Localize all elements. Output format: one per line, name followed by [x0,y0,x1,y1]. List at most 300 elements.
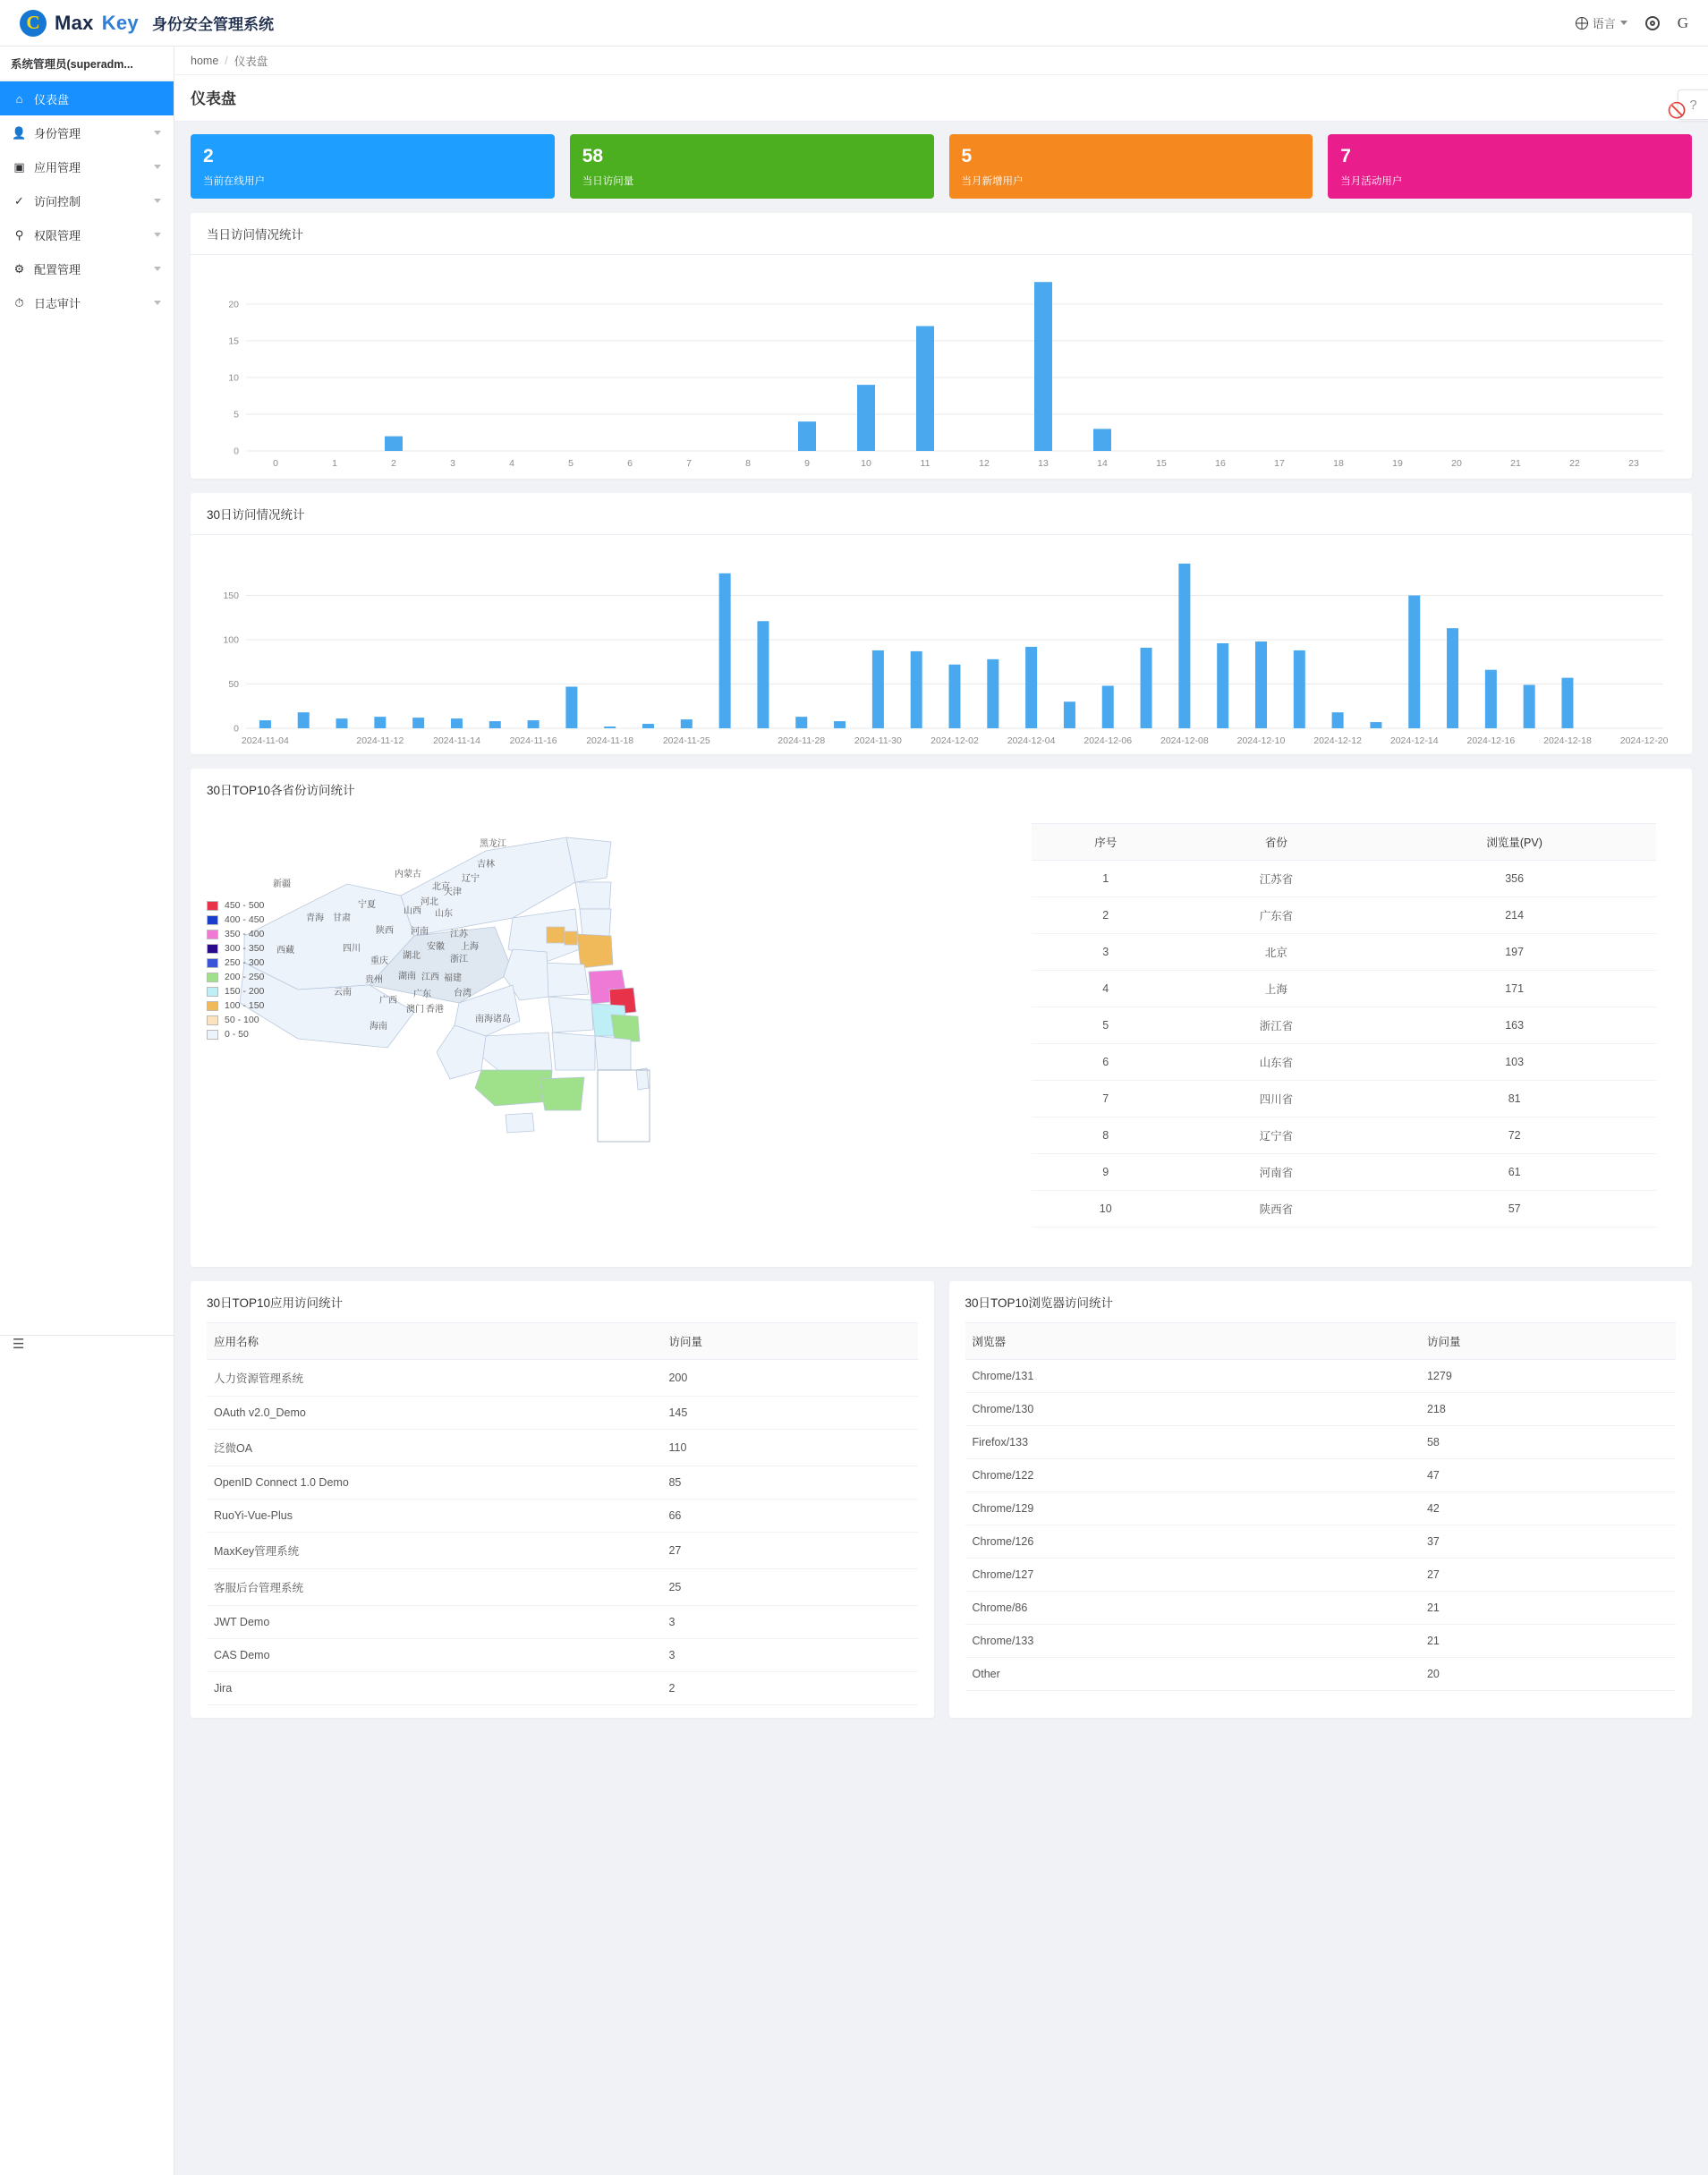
svg-text:7: 7 [686,458,692,469]
svg-text:新疆: 新疆 [273,879,291,889]
table-cell: OpenID Connect 1.0 Demo [207,1466,661,1500]
svg-text:13: 13 [1038,458,1049,469]
table-cell: 57 [1372,1191,1656,1228]
table-cell: 85 [661,1466,917,1500]
svg-text:18: 18 [1333,458,1344,469]
svg-text:15: 15 [228,336,239,347]
province-table [1032,823,1656,1228]
svg-text:2024-11-30: 2024-11-30 [854,735,902,746]
table-row [965,1658,1677,1691]
chevron-down-icon [154,233,161,237]
key-icon: ⚲ [14,227,24,242]
table-cell: 7 [1032,1081,1179,1117]
svg-text:10: 10 [861,458,871,469]
table-cell: 218 [1420,1393,1676,1426]
svg-text:福建: 福建 [444,973,462,983]
table-cell: Other [965,1658,1420,1691]
stat-card-row [191,134,1692,199]
svg-text:2024-11-14: 2024-11-14 [432,735,480,746]
chevron-down-icon [154,165,161,169]
table-row [1032,1081,1656,1117]
table-cell: 5 [1032,1007,1179,1044]
table-row [207,1500,918,1533]
brand-subtitle: 身份安全管理系统 [151,16,274,33]
settings-button[interactable] [1645,16,1660,30]
svg-text:甘肃: 甘肃 [333,913,351,923]
col-pv: 浏览量(PV) [1372,824,1656,861]
legend-label: 50 - 100 [225,1015,259,1025]
table-cell: Chrome/131 [965,1360,1420,1393]
svg-text:重庆: 重庆 [370,956,388,966]
table-cell: 6 [1032,1044,1179,1081]
svg-text:2024-12-14: 2024-12-14 [1389,735,1439,746]
brand-logo[interactable] [20,10,274,37]
panel-title: 30日TOP10各省份访问统计 [207,784,355,797]
table-cell: 163 [1372,1007,1656,1044]
svg-text:12: 12 [979,458,990,469]
svg-text:2024-12-10: 2024-12-10 [1236,735,1286,746]
legend-label: 400 - 450 [225,914,265,925]
table-cell: 21 [1420,1625,1676,1658]
sidebar-item-configuration[interactable] [0,251,174,285]
account-letter: G [1677,13,1688,31]
svg-text:22: 22 [1569,458,1580,469]
table-row [965,1426,1677,1459]
table-cell: 197 [1372,934,1656,971]
legend-swatch [207,987,218,997]
legend-item [207,943,264,954]
svg-text:吉林: 吉林 [477,860,495,870]
table-cell: 3 [661,1639,917,1672]
sidebar-item-permissions[interactable] [0,217,174,251]
table-cell: Chrome/127 [965,1559,1420,1592]
table-cell: 81 [1372,1081,1656,1117]
svg-text:宁夏: 宁夏 [358,900,376,910]
svg-text:黑龙江: 黑龙江 [480,839,506,849]
table-cell: 47 [1420,1459,1676,1492]
table-header-row [207,1323,918,1360]
legend-label: 100 - 150 [225,1000,265,1011]
table-row [1032,971,1656,1007]
table-cell: JWT Demo [207,1606,661,1639]
col-app-visits: 访问量 [661,1323,917,1360]
table-cell: 4 [1032,971,1179,1007]
table-cell: 21 [1420,1592,1676,1625]
svg-text:浙江: 浙江 [450,955,468,964]
table-cell: 37 [1420,1525,1676,1559]
svg-text:0: 0 [273,458,278,469]
table-cell: 356 [1372,861,1656,897]
table-cell: 辽宁省 [1179,1117,1372,1154]
svg-text:湖南: 湖南 [398,972,416,981]
svg-text:5: 5 [234,409,239,421]
panel-title: 30日访问情况统计 [191,493,1692,535]
table-cell: 72 [1372,1117,1656,1154]
table-cell: Firefox/133 [965,1426,1420,1459]
svg-text:江西: 江西 [421,973,439,982]
table-cell: 171 [1372,971,1656,1007]
table-row [965,1559,1677,1592]
legend-item [207,929,264,939]
svg-text:南海诸岛: 南海诸岛 [475,1015,511,1024]
legend-item [207,1000,264,1011]
top-bar [0,0,1708,47]
table-row [207,1430,918,1466]
table-cell: 河南省 [1179,1154,1372,1191]
table-cell: 四川省 [1179,1081,1372,1117]
svg-text:上海: 上海 [461,942,479,952]
top-bar-actions [1576,14,1688,32]
sidebar-item-label: 身份管理 [34,126,81,140]
svg-text:广西: 广西 [379,996,397,1006]
table-cell: CAS Demo [207,1639,661,1672]
province-table-wrap [1023,802,1692,1267]
legend-label: 200 - 250 [225,972,265,982]
language-switcher[interactable] [1576,14,1627,31]
table-row [207,1569,918,1606]
svg-text:2024-12-04: 2024-12-04 [1007,735,1056,746]
daily-visits-chart [203,264,1679,474]
table-cell: 20 [1420,1658,1676,1691]
dashboard-content [174,102,1708,1736]
col-province: 省份 [1179,824,1372,861]
table-cell: 客服后台管理系统 [207,1569,661,1606]
sidebar-divider [0,1335,174,1336]
sidebar-item-access-control[interactable] [0,183,174,217]
svg-text:安徽: 安徽 [427,942,445,952]
stat-card-daily-visits [570,134,934,199]
legend-swatch [207,944,218,954]
brand-max: Max [55,11,94,34]
stat-value: 7 [1340,146,1351,167]
breadcrumb-home[interactable]: home [191,54,219,67]
svg-text:1: 1 [332,458,337,469]
table-cell: Chrome/86 [965,1592,1420,1625]
col-app-name: 应用名称 [207,1323,661,1360]
svg-text:2024-12-12: 2024-12-12 [1313,735,1362,746]
app-layout [0,47,1708,2175]
svg-text:北京: 北京 [432,882,450,892]
chevron-down-icon [1620,21,1627,25]
table-cell: 8 [1032,1117,1179,1154]
stat-card-online-users [191,134,555,199]
sidebar-item-label: 日志审计 [34,296,81,310]
user-icon: 👤 [12,125,27,140]
table-cell: 上海 [1179,971,1372,1007]
table-cell: 1 [1032,861,1179,897]
svg-text:16: 16 [1215,458,1226,469]
legend-item [207,900,264,911]
table-cell: 27 [661,1533,917,1569]
maxkey-logo-icon [20,10,47,37]
map-legend [207,900,264,1043]
table-row [207,1466,918,1500]
legend-label: 150 - 200 [225,986,265,997]
table-cell: 66 [661,1500,917,1533]
panel-province [191,769,1692,1267]
table-cell: 42 [1420,1492,1676,1525]
table-row [207,1606,918,1639]
svg-text:2024-11-25: 2024-11-25 [662,735,710,746]
legend-swatch [207,1015,218,1025]
svg-text:台湾: 台湾 [454,989,472,998]
stat-card-active-users [1328,134,1692,199]
svg-text:0: 0 [234,446,239,457]
svg-text:广东: 广东 [413,990,431,999]
legend-item [207,986,264,997]
account-menu[interactable] [1678,14,1688,32]
panel-top-browsers [949,1281,1693,1718]
table-row [965,1525,1677,1559]
table-row [965,1592,1677,1625]
svg-text:山西: 山西 [404,906,421,916]
stat-value: 2 [203,146,214,167]
legend-label: 250 - 300 [225,957,265,968]
table-cell: 61 [1372,1154,1656,1191]
table-row [1032,1007,1656,1044]
svg-text:2024-12-20: 2024-12-20 [1619,735,1669,746]
legend-item [207,1029,264,1040]
sidebar-item-audit-log[interactable] [0,285,174,319]
legend-label: 300 - 350 [225,943,265,954]
page-title: 仪表盘 [174,75,1708,122]
svg-text:河南: 河南 [411,927,429,937]
stat-value: 5 [961,146,973,167]
svg-text:四川: 四川 [343,944,361,954]
chevron-down-icon [154,131,161,135]
table-row [1032,897,1656,934]
svg-text:3: 3 [450,458,455,469]
sidebar-item-label: 应用管理 [34,160,81,174]
sidebar-item-applications[interactable] [0,149,174,183]
table-cell: 145 [661,1397,917,1430]
table-cell: 人力资源管理系统 [207,1360,661,1397]
app-table-wrap [191,1322,934,1718]
legend-item [207,972,264,982]
table-row [207,1533,918,1569]
sidebar [0,47,174,2175]
browser-table [965,1322,1677,1691]
legend-label: 450 - 500 [225,900,265,911]
language-label: 语言 [1592,17,1616,30]
svg-text:2024-12-02: 2024-12-02 [930,735,979,746]
svg-text:辽宁: 辽宁 [462,874,480,884]
svg-text:西藏: 西藏 [276,946,294,956]
svg-text:9: 9 [804,458,810,469]
stat-label: 当前在线用户 [203,175,265,187]
svg-text:11: 11 [920,458,930,469]
table-cell: 58 [1420,1426,1676,1459]
svg-text:20: 20 [1451,458,1462,469]
svg-text:5: 5 [568,458,574,469]
svg-text:2024-12-06: 2024-12-06 [1083,735,1133,746]
table-row [965,1492,1677,1525]
table-row [1032,1117,1656,1154]
table-cell: Chrome/130 [965,1393,1420,1426]
svg-text:4: 4 [509,458,514,469]
table-cell: 广东省 [1179,897,1372,934]
panel-top-apps [191,1281,934,1718]
svg-text:2: 2 [391,458,396,469]
shield-check-icon: ✓ [14,193,24,208]
svg-text:2024-11-04: 2024-11-04 [241,735,289,746]
app-icon: ▣ [13,159,25,174]
table-cell: 1279 [1420,1360,1676,1393]
no-data-icon: 🚫 [1667,102,1687,119]
svg-text:云南: 云南 [334,988,352,998]
stat-card-new-users [949,134,1313,199]
province-row [191,802,1692,1267]
svg-text:青海: 青海 [306,913,324,923]
svg-text:2024-11-12: 2024-11-12 [356,735,404,746]
browser-table-wrap [949,1322,1693,1703]
thirty-day-visits-chart [203,544,1679,752]
svg-text:澳门: 澳门 [406,1005,424,1015]
svg-text:14: 14 [1097,458,1108,469]
legend-label: 350 - 400 [225,929,265,939]
table-cell: RuoYi-Vue-Plus [207,1500,661,1533]
gear-icon [1645,16,1660,30]
stat-label: 当月活动用户 [1340,175,1403,187]
sidebar-current-user: 系统管理员(superadm... [0,47,174,81]
table-cell: 浙江省 [1179,1007,1372,1044]
sidebar-item-dashboard[interactable] [0,81,174,115]
svg-text:海南: 海南 [370,1022,387,1032]
svg-text:20: 20 [228,299,239,310]
chevron-down-icon [154,301,161,305]
help-button[interactable]: ? [1678,89,1708,120]
table-cell: 2 [661,1672,917,1705]
logo-letter: C [26,12,40,33]
legend-item [207,957,264,968]
table-cell: Chrome/133 [965,1625,1420,1658]
svg-text:天津: 天津 [444,888,462,897]
table-cell: 江苏省 [1179,861,1372,897]
table-row [207,1672,918,1705]
legend-swatch [207,915,218,925]
table-row [965,1459,1677,1492]
table-cell: 110 [661,1430,917,1466]
legend-swatch [207,973,218,982]
svg-text:2024-12-16: 2024-12-16 [1466,735,1516,746]
panel-title: 30日TOP10浏览器访问统计 [964,1296,1114,1310]
table-row [965,1393,1677,1426]
table-cell: 泛微OA [207,1430,661,1466]
legend-swatch [207,1001,218,1011]
svg-text:内蒙古: 内蒙古 [395,870,421,879]
table-cell: 山东省 [1179,1044,1372,1081]
settings-icon: ⚙ [13,261,25,276]
breadcrumb-current: 仪表盘 [234,55,268,68]
table-row [207,1397,918,1430]
table-cell: 北京 [1179,934,1372,971]
col-browser: 浏览器 [965,1323,1420,1360]
legend-swatch [207,1030,218,1040]
table-cell: 103 [1372,1044,1656,1081]
table-row [1032,934,1656,971]
svg-text:0: 0 [234,723,239,735]
clock-icon: ⏱ [14,295,24,310]
col-browser-visits: 访问量 [1420,1323,1676,1360]
collapse-menu-icon[interactable]: ☰ [13,1337,25,1352]
svg-text:2024-11-28: 2024-11-28 [778,735,826,746]
svg-text:21: 21 [1510,458,1521,469]
svg-text:10: 10 [228,372,239,384]
table-row [1032,1154,1656,1191]
svg-text:19: 19 [1392,458,1403,469]
breadcrumb [174,47,1708,75]
svg-text:香港: 香港 [426,1005,444,1015]
table-cell: 陕西省 [1179,1191,1372,1228]
svg-text:2024-12-08: 2024-12-08 [1160,735,1209,746]
browser-table-body [965,1360,1677,1691]
svg-text:河北: 河北 [421,897,438,907]
table-row [207,1639,918,1672]
svg-text:15: 15 [1156,458,1167,469]
brand-key: Key [101,11,139,34]
app-table-body [207,1360,918,1705]
table-row [965,1360,1677,1393]
svg-text:17: 17 [1274,458,1285,469]
stat-label: 当日访问量 [582,175,634,187]
table-row [1032,1044,1656,1081]
svg-text:2024-12-18: 2024-12-18 [1543,735,1592,746]
svg-text:湖北: 湖北 [403,951,421,961]
svg-text:山东: 山东 [435,909,453,919]
panel-title: 30日TOP10应用访问统计 [207,1296,344,1310]
legend-item [207,1015,264,1025]
thirty-chart-body [191,535,1692,754]
table-row [965,1625,1677,1658]
main-content [174,47,1708,2175]
stat-label: 当月新增用户 [961,175,1024,187]
legend-swatch [207,930,218,939]
table-cell: OAuth v2.0_Demo [207,1397,661,1430]
table-cell: 27 [1420,1559,1676,1592]
svg-text:6: 6 [627,458,633,469]
table-cell: 200 [661,1360,917,1397]
sidebar-item-identity[interactable] [0,115,174,149]
breadcrumb-separator: / [225,54,228,67]
province-table-body [1032,861,1656,1228]
daily-chart-body [191,255,1692,479]
table-cell: 10 [1032,1191,1179,1228]
table-row [207,1360,918,1397]
table-cell: MaxKey管理系统 [207,1533,661,1569]
sidebar-item-label: 权限管理 [34,228,81,242]
china-map[interactable] [191,802,1023,1267]
bottom-panels [191,1281,1692,1736]
table-row [1032,861,1656,897]
panel-daily-visits [191,213,1692,479]
svg-text:江苏: 江苏 [450,930,468,939]
sidebar-item-label: 仪表盘 [34,92,70,106]
svg-text:2024-11-16: 2024-11-16 [509,735,557,746]
table-cell: 214 [1372,897,1656,934]
svg-text:贵州: 贵州 [365,975,383,985]
chevron-down-icon [154,267,161,271]
home-icon: ⌂ [15,91,23,106]
table-cell: 2 [1032,897,1179,934]
table-header-row [1032,824,1656,861]
table-cell: 3 [1032,934,1179,971]
table-cell: Chrome/126 [965,1525,1420,1559]
svg-text:8: 8 [745,458,751,469]
svg-text:陕西: 陕西 [376,926,394,936]
sidebar-item-label: 访问控制 [34,194,81,208]
sidebar-item-label: 配置管理 [34,262,81,276]
chevron-down-icon [154,199,161,203]
